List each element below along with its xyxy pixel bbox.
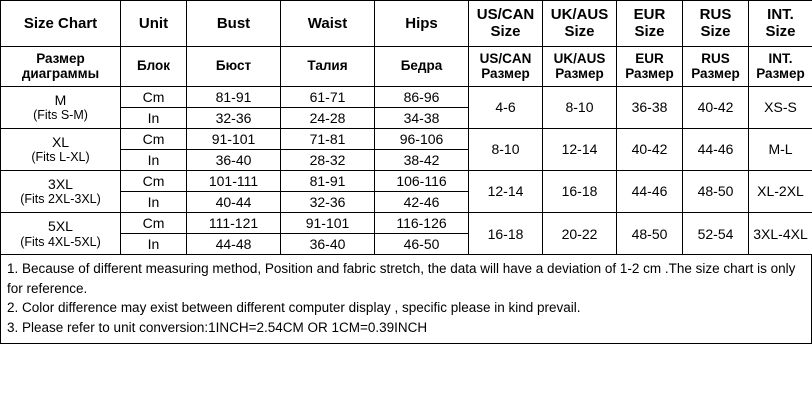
header-waist: Waist xyxy=(281,1,375,47)
header-ru-size-chart-line1: Размер xyxy=(36,50,85,66)
row-ukaus-size: 8-10 xyxy=(543,86,617,128)
header-ru-eur-line2: Размер xyxy=(625,66,674,82)
header-ru-rus xyxy=(683,46,749,86)
row-hips-in: 42-46 xyxy=(375,192,469,213)
header-ru-uscan-line1: US/CAN xyxy=(479,50,532,66)
row-rus-size: 52-54 xyxy=(683,213,749,255)
row-bust-in: 36-40 xyxy=(187,149,281,170)
header-uscan-size xyxy=(469,1,543,47)
note-line-3: 3. Please refer to unit conversion:1INCH=2.54CM OR 1CM=0.39INCH xyxy=(7,319,428,335)
row-waist-in: 28-32 xyxy=(281,149,375,170)
row-waist-cm: 71-81 xyxy=(281,128,375,149)
row-bust-cm: 81-91 xyxy=(187,86,281,107)
row-hips-in: 34-38 xyxy=(375,107,469,128)
row-waist-in: 32-36 xyxy=(281,192,375,213)
row-int-size: M-L xyxy=(749,128,812,170)
row-size-fits: (Fits 4XL-5XL) xyxy=(20,234,101,249)
header-hips: Hips xyxy=(375,1,469,47)
row-hips-in: 38-42 xyxy=(375,149,469,170)
row-uscan-size: 4-6 xyxy=(469,86,543,128)
table-header-row-ru xyxy=(1,46,812,86)
header-size-chart: Size Chart xyxy=(1,1,121,47)
header-ru-eur-line1: EUR xyxy=(635,50,664,66)
row-hips-in: 46-50 xyxy=(375,234,469,255)
row-int-size: 3XL-4XL xyxy=(749,213,812,255)
row-eur-size: 40-42 xyxy=(617,128,683,170)
table-row xyxy=(1,86,812,107)
header-ru-hips: Бедра xyxy=(375,46,469,86)
row-ukaus-size: 16-18 xyxy=(543,170,617,212)
row-ukaus-size: 20-22 xyxy=(543,213,617,255)
header-eur-size xyxy=(617,1,683,47)
table-row xyxy=(1,213,812,234)
header-ru-int-line1: INT. xyxy=(768,50,793,66)
header-eur-line1: EUR xyxy=(633,6,666,23)
header-ru-ukaus xyxy=(543,46,617,86)
row-waist-in: 36-40 xyxy=(281,234,375,255)
header-uscan-line1: US/CAN xyxy=(476,6,535,23)
header-ru-int-line2: Размер xyxy=(756,66,805,82)
row-size-name: 5XL xyxy=(48,218,73,235)
header-eur-line2: Size xyxy=(634,23,665,41)
row-bust-in: 44-48 xyxy=(187,234,281,255)
note-line-2: 2. Color difference may exist between different computer display , specific please in kind prevail. xyxy=(7,300,581,316)
header-rus-size xyxy=(683,1,749,47)
row-unit-cm: Cm xyxy=(121,128,187,149)
header-ru-bust: Бюст xyxy=(187,46,281,86)
row-bust-in: 40-44 xyxy=(187,192,281,213)
header-ru-uscan xyxy=(469,46,543,86)
table-row xyxy=(1,170,812,191)
header-int-line2: Size xyxy=(765,23,796,41)
header-ru-waist: Талия xyxy=(281,46,375,86)
header-ukaus-size xyxy=(543,1,617,47)
header-ru-size-chart-line2: диаграммы xyxy=(21,66,100,82)
row-bust-cm: 101-111 xyxy=(187,170,281,191)
header-ukaus-line1: UK/AUS xyxy=(550,6,609,23)
row-unit-cm: Cm xyxy=(121,170,187,191)
row-size-label xyxy=(1,86,121,128)
size-chart-notes xyxy=(0,255,812,343)
header-ru-unit: Блок xyxy=(121,46,187,86)
row-waist-cm: 81-91 xyxy=(281,170,375,191)
row-hips-cm: 106-116 xyxy=(375,170,469,191)
header-uscan-line2: Size xyxy=(490,23,521,41)
header-rus-line1: RUS xyxy=(699,6,732,23)
header-ru-eur xyxy=(617,46,683,86)
table-row xyxy=(1,128,812,149)
header-int-line1: INT. xyxy=(767,6,794,23)
header-unit: Unit xyxy=(121,1,187,47)
header-ukaus-line2: Size xyxy=(564,23,595,41)
row-uscan-size: 12-14 xyxy=(469,170,543,212)
row-size-name: XL xyxy=(51,134,70,151)
row-size-label xyxy=(1,128,121,170)
row-eur-size: 36-38 xyxy=(617,86,683,128)
row-unit-in: In xyxy=(121,149,187,170)
row-bust-cm: 91-101 xyxy=(187,128,281,149)
row-size-fits: (Fits S-M) xyxy=(33,107,88,122)
row-eur-size: 48-50 xyxy=(617,213,683,255)
row-waist-in: 24-28 xyxy=(281,107,375,128)
header-ru-ukaus-line1: UK/AUS xyxy=(553,50,606,66)
header-ru-rus-line2: Размер xyxy=(691,66,740,82)
row-eur-size: 44-46 xyxy=(617,170,683,212)
row-int-size: XL-2XL xyxy=(749,170,812,212)
row-rus-size: 48-50 xyxy=(683,170,749,212)
row-bust-in: 32-36 xyxy=(187,107,281,128)
row-waist-cm: 91-101 xyxy=(281,213,375,234)
row-size-name: M xyxy=(54,91,67,108)
row-hips-cm: 96-106 xyxy=(375,128,469,149)
row-rus-size: 44-46 xyxy=(683,128,749,170)
row-size-label xyxy=(1,170,121,212)
row-uscan-size: 16-18 xyxy=(469,213,543,255)
header-ru-int xyxy=(749,46,812,86)
row-int-size: XS-S xyxy=(749,86,812,128)
row-waist-cm: 61-71 xyxy=(281,86,375,107)
header-ru-ukaus-line2: Размер xyxy=(555,66,604,82)
row-hips-cm: 86-96 xyxy=(375,86,469,107)
header-bust: Bust xyxy=(187,1,281,47)
row-size-name: 3XL xyxy=(48,176,73,193)
row-size-fits: (Fits 2XL-3XL) xyxy=(20,192,101,207)
row-unit-cm: Cm xyxy=(121,86,187,107)
table-header-row-en xyxy=(1,1,812,47)
row-unit-in: In xyxy=(121,192,187,213)
row-size-label xyxy=(1,213,121,255)
header-int-size xyxy=(749,1,812,47)
row-unit-in: In xyxy=(121,107,187,128)
header-ru-uscan-line2: Размер xyxy=(481,66,530,82)
row-uscan-size: 8-10 xyxy=(469,128,543,170)
row-hips-cm: 116-126 xyxy=(375,213,469,234)
row-unit-in: In xyxy=(121,234,187,255)
row-rus-size: 40-42 xyxy=(683,86,749,128)
note-line-1: 1. Because of different measuring method, Position and fabric stretch, the data will have a deviation of 1-2 cm .The size chart is only for reference. xyxy=(7,261,796,296)
row-unit-cm: Cm xyxy=(121,213,187,234)
row-bust-cm: 111-121 xyxy=(187,213,281,234)
header-ru-rus-line1: RUS xyxy=(701,50,730,66)
row-ukaus-size: 12-14 xyxy=(543,128,617,170)
row-size-fits: (Fits L-XL) xyxy=(31,150,90,165)
header-ru-size-chart xyxy=(1,46,121,86)
header-rus-line2: Size xyxy=(700,23,731,41)
